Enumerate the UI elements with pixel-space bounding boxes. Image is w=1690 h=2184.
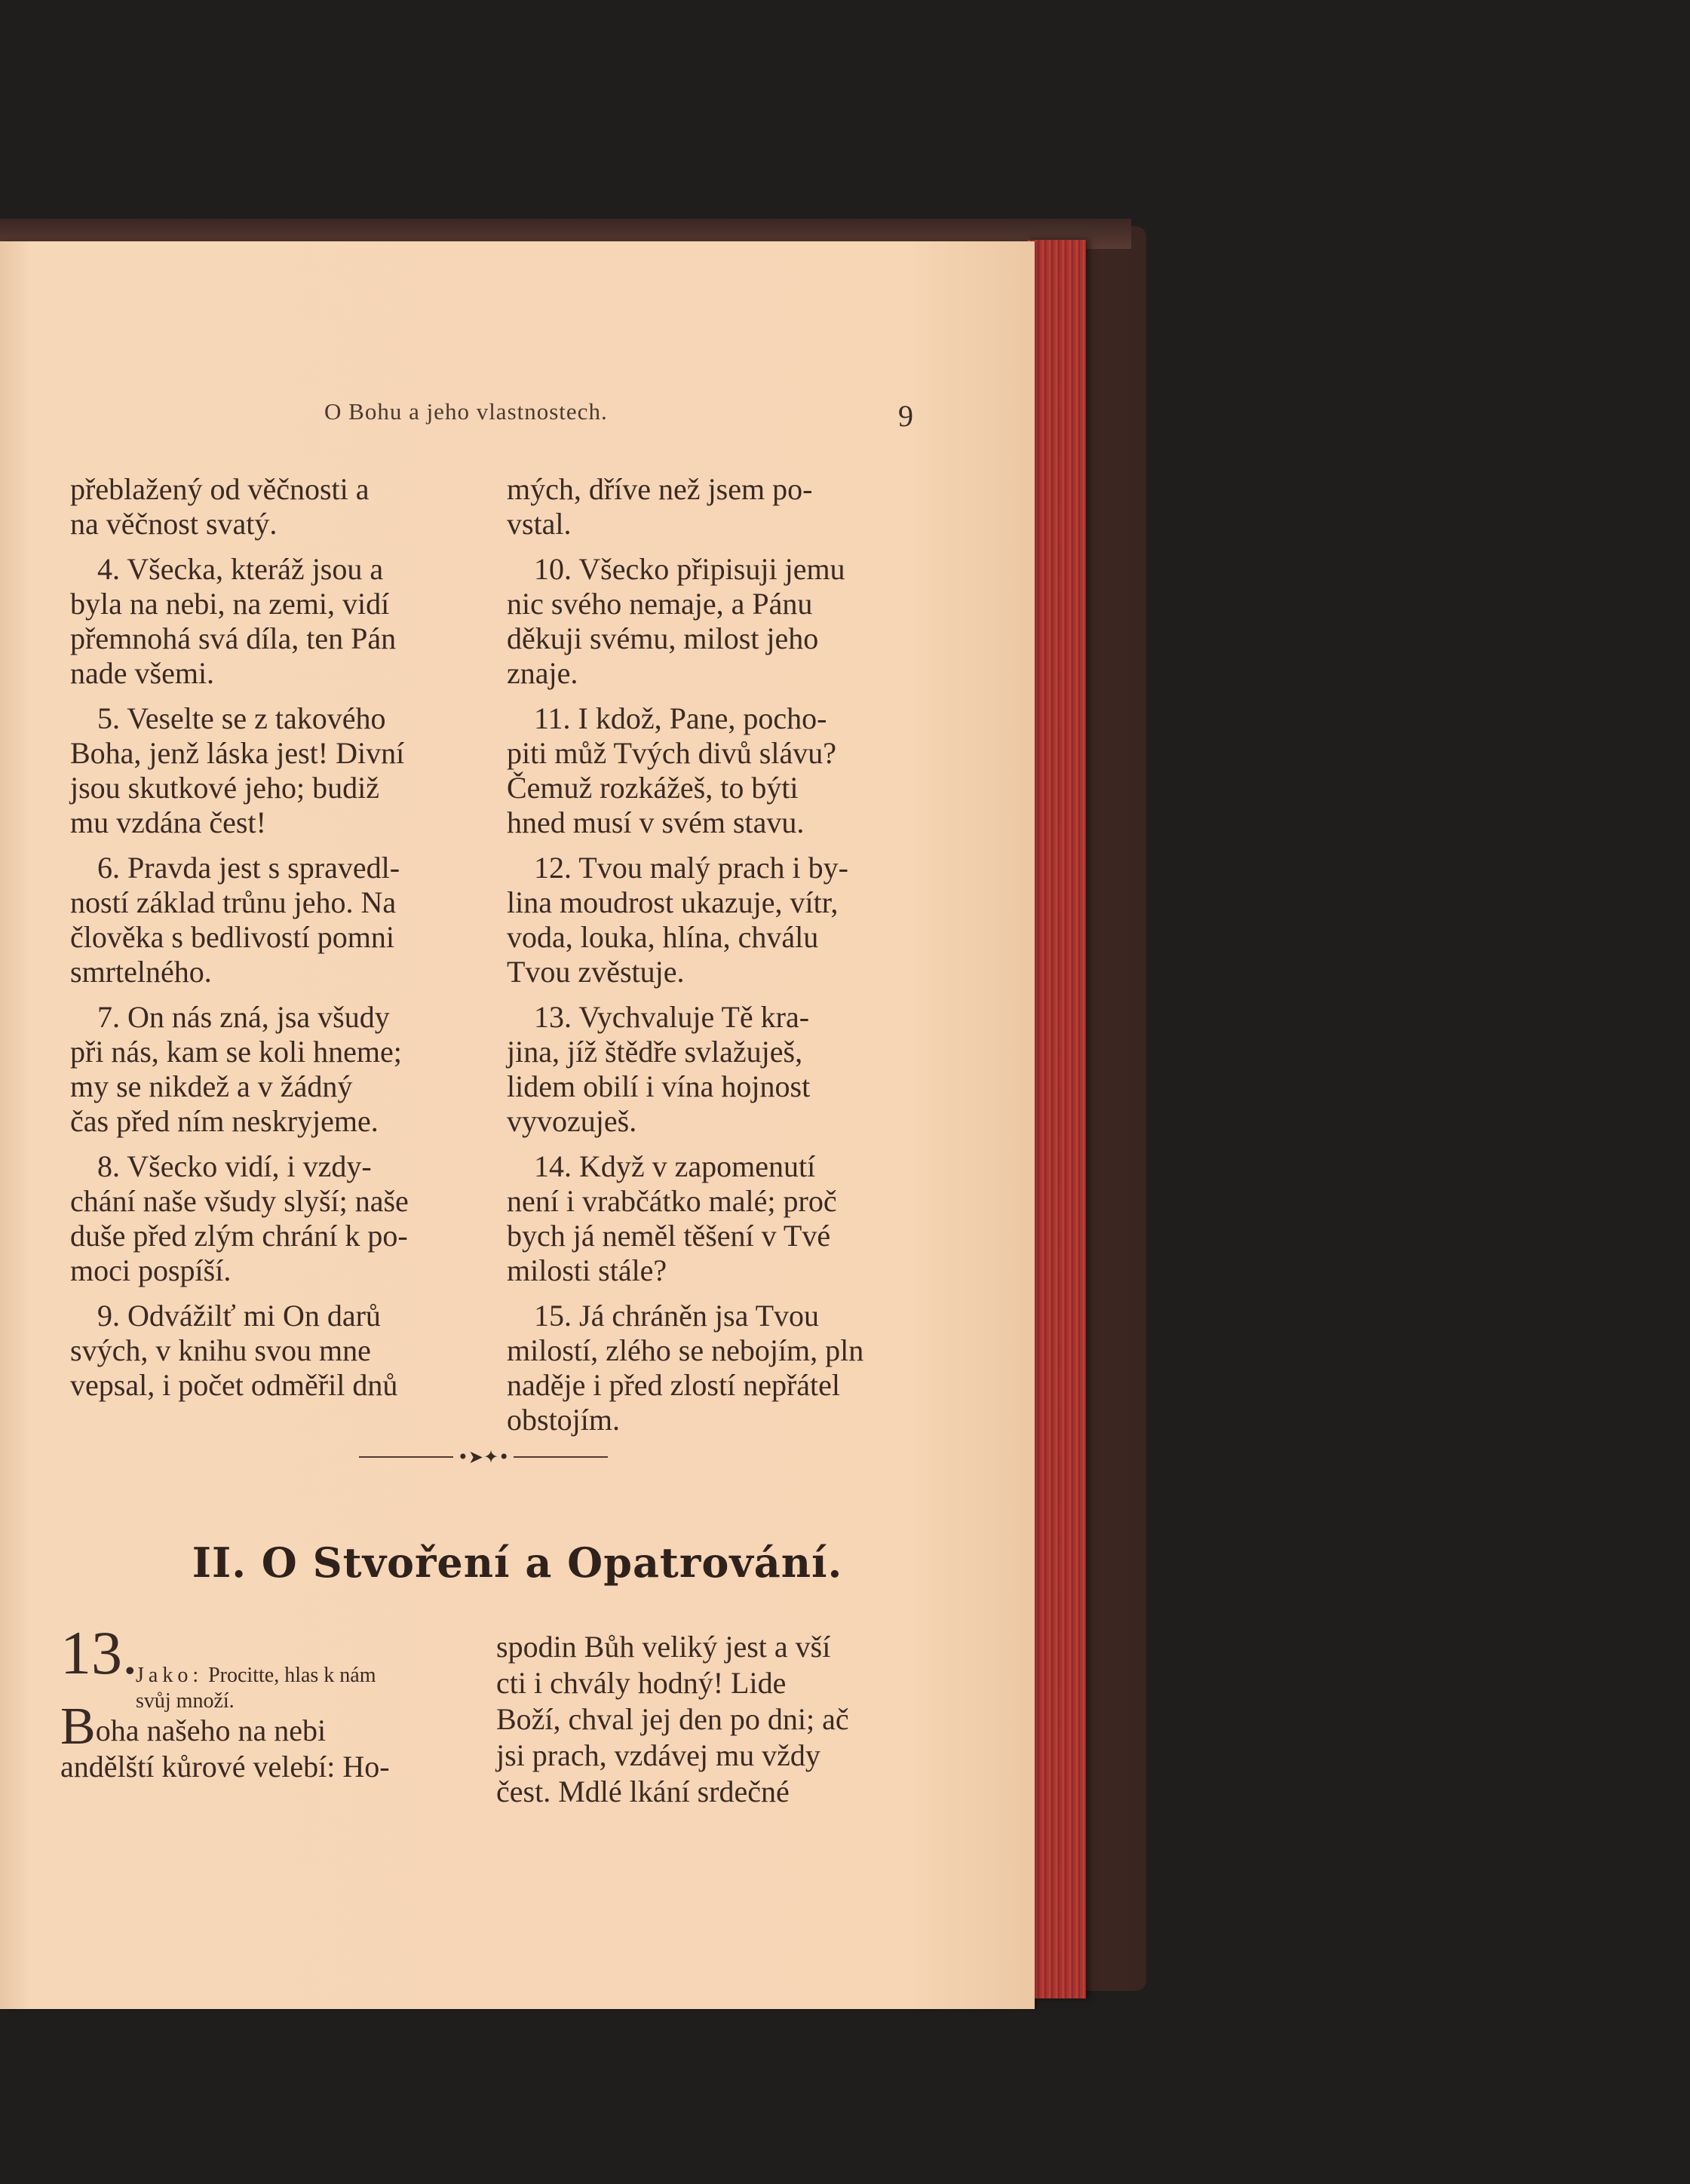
hymn-number: 13. [60,1618,138,1687]
red-page-edges [1027,240,1086,1998]
left-text-column [70,472,477,1413]
verse-paragraph: 15. Já chráněn jsa Tvou milostí, zlého se nebojím, pln naděje i před zlostí nepřátel obstojím. [507,1299,864,1437]
verse-paragraph: 5. Veselte se z takového Boha, jenž láska jest! Divní jsou skutkové jeho; budiž mu vzdána čest! [70,701,405,839]
section-divider-ornament [359,1446,608,1468]
hymn-opening-lines: oha našeho na nebi andělští kůrové velebí: Ho- [60,1713,390,1784]
verse-paragraph: 6. Pravda jest s spravedl- ností základ trůnu jeho. Na člověka s bedlivostí pomni smrtelného. [70,851,400,989]
verse-paragraph: 14. Když v zapomenutí není i vrabčátko malé; proč bych já neměl těšení v Tvé milosti stále? [507,1149,837,1287]
verse-paragraph: přeblažený od věčnosti a na věčnost svatý. [70,472,370,541]
verse-paragraph: mých, dříve než jsem po- vstal. [507,472,813,541]
verse-paragraph: 12. Tvou malý prach i by- lina moudrost ukazuje, vítr, voda, louka, hlína, chválu Tvou zvěstuje. [507,851,848,989]
verse-paragraph: 4. Všecka, kteráž jsou a byla na nebi, na zemi, vidí přemnohá svá díla, ten Pán nade všemi. [70,552,397,690]
divider-rule-left [359,1456,453,1458]
fleuron-icon: •➤✦• [457,1446,510,1468]
page-number: 9 [898,399,913,433]
hymn-opening-text [60,1698,468,1785]
verse-paragraph: 7. On nás zná, jsa všudy při nás, kam se koli hneme; my se nikdež a v žádný čas před ním neskryjeme. [70,1000,402,1138]
verse-paragraph: 10. Všecko připisuji jemu nic svého nemaje, a Pánu děkuji svému, milost jeho znaje. [507,552,845,690]
tune-text: Procitte, hlas k nám svůj množí. [136,1664,376,1713]
drop-cap: B [60,1698,96,1756]
verse-paragraph: 9. Odvážilť mi On darů svých, v knihu svou mne vepsal, i počet odměřil dnů [70,1299,398,1402]
divider-rule-right [514,1456,608,1458]
section-heading: II. O Stvoření a Opatrování. [192,1538,843,1587]
verse-paragraph: 8. Všecko vidí, i vzdy- chání naše všudy slyší; naše duše před zlým chrání k po- moci pospíší. [70,1149,409,1287]
hymn-tune-note [136,1663,468,1714]
tune-lead: Jako: [136,1664,204,1687]
right-text-column [507,472,914,1448]
hymn-right-column: spodin Bůh veliký jest a vší cti i chvály hodný! Lide Boží, chval jej den po dni; ač jsi prach, vzdávej mu vždy čest. Mdlé lkání srdečné [496,1630,849,1808]
verse-paragraph: 13. Vychvaluje Tě kra- jina, jíž štědře svlažuješ, lidem obilí i vína hojnost vyvozuješ. [507,1000,811,1138]
verse-paragraph: 11. I kdož, Pane, pocho- piti můž Tvých divů slávu? Čemuž rozkážeš, to býti hned musí v svém stavu. [507,701,836,839]
running-head: O Bohu a jeho vlastnostech. [324,398,608,425]
